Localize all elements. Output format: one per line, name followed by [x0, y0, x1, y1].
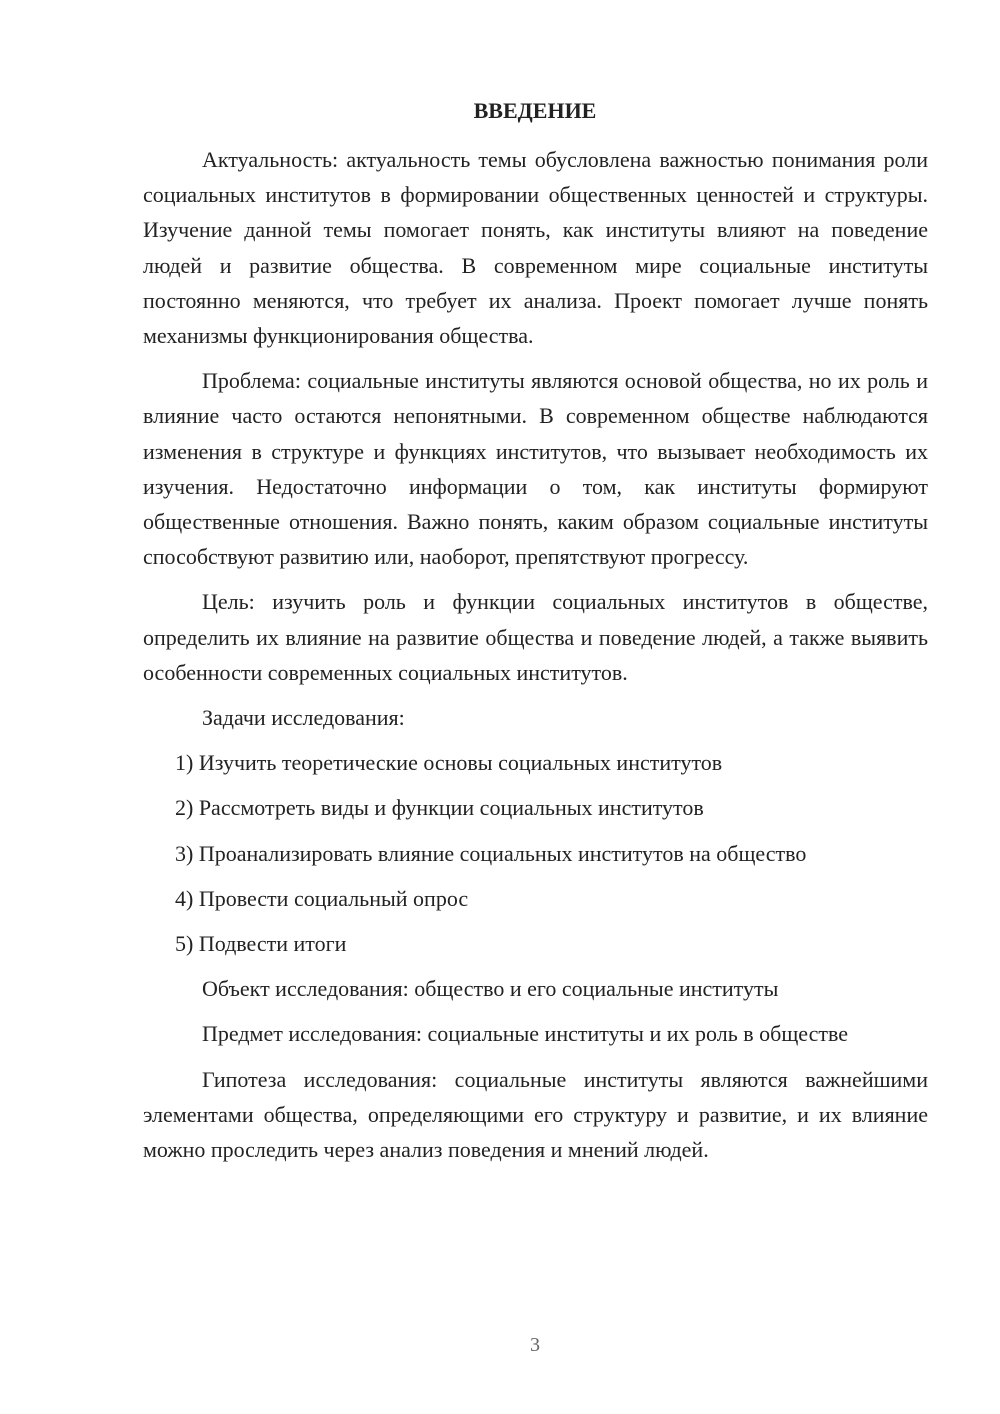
list-item: 3) Проанализировать влияние социальных институтов на общество: [175, 840, 807, 866]
page-title: ВВЕДЕНИЕ: [473, 98, 597, 123]
tasks-list: [143, 745, 928, 961]
paragraph-problem: Проблема: социальные институты являются основой общества, но их роль и влияние часто остаются непонятными. В современном обществе наблюдаются изменения в структуре и функциях институтов, что вызывает необходимость их изучения. Недостаточно информации о том, как институты формируют общественные отношения. Важно понять, каким образом социальные институты способствуют развитию или, наоборот, препятствуют прогрессу.: [143, 368, 928, 570]
paragraph-object: Объект исследования: общество и его социальные институты: [202, 976, 779, 1002]
list-item: 2) Рассмотреть виды и функции социальных институтов: [175, 795, 704, 821]
tasks-heading: Задачи исследования:: [202, 705, 405, 731]
page-number: 3: [530, 1334, 540, 1356]
list-item: 5) Подвести итоги: [175, 931, 347, 957]
paragraph-goal: Цель: изучить роль и функции социальных институтов в обществе, определить их влияние на развитие общества и поведение людей, а также выявить особенности современных социальных институтов.: [143, 589, 928, 685]
paragraph-relevance: Актуальность: актуальность темы обусловлена важностью понимания роли социальных институтов в формировании общественных ценностей и структуры. Изучение данной темы помогает понять, как институты влияют на поведение людей и развитие общества. В современном мире социальные институты постоянно меняются, что требует их анализа. Проект помогает лучше понять механизмы функционирования общества.: [143, 147, 928, 349]
paragraph-subject: Предмет исследования: социальные институты и их роль в обществе: [202, 1021, 848, 1047]
list-item: 1) Изучить теоретические основы социальных институтов: [175, 750, 723, 776]
list-item: 4) Провести социальный опрос: [175, 885, 469, 911]
document-body: [143, 142, 928, 1167]
paragraph-hypothesis: Гипотеза исследования: социальные институты являются важнейшими элементами общества, определяющими его структуру и развитие, и их влияние можно проследить через анализ поведения и мнений людей.: [143, 1066, 928, 1163]
